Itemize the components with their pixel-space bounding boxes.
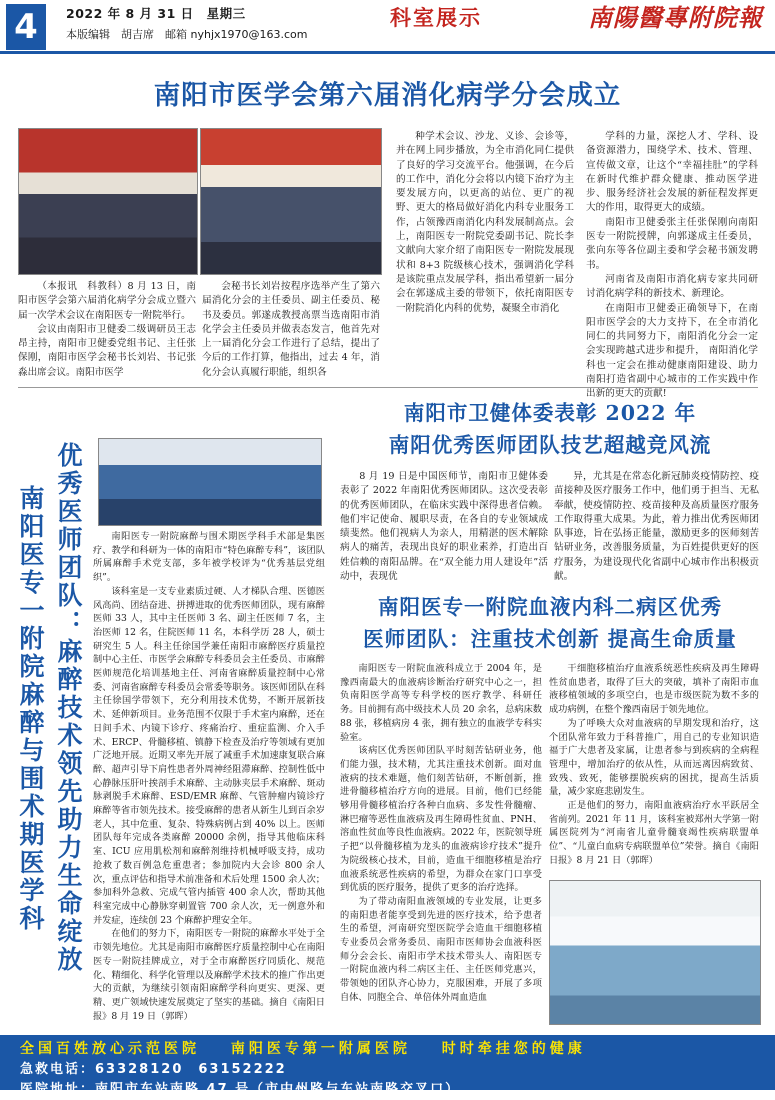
paragraph: 该病区优秀医师团队平时刻苦钻研业务，他们能力强，技术精，尤其注重技术创新。面对血液病的技术难题，他们刻苦钻研，不断创新，推进骨髓移植治疗方向的进展。目前，他们已经能够用骨髓移植治疗各种白血病、多发性骨髓瘤、淋巴瘤等恶性血液病及再生障碍性贫血、PNH、溶血性贫血等良性血液病。2022 年，医院领导班子把“以骨髓移植为龙头的血液病诊疗技术”提升为院级核心技术，目前，造血干细胞移植是治疗血液系统恶性疾病的希望，为群众在家门口享受到优质的医疗服务，提供了更多的治疗选择。 [340, 745, 542, 894]
paragraph: 会议由南阳市卫健委二级调研员王志昂主持，南阳市卫健委党组书记、主任张保刚，南阳市医学会秘书长刘岩、书记张淼出席会议。南阳市医学 [18, 323, 196, 378]
anesthesia-team-photo [98, 438, 322, 526]
paragraph: 南阳市卫健委张主任张保刚向南阳医专一附院授牌，向郭遂成主任委员，张向东等各位副主委和学会秘书颁发聘书。 [586, 216, 758, 271]
slogan-part: 全国百姓放心示范医院 [20, 1041, 200, 1057]
paragraph: 为了呼唤大众对血液病的早期发现和治疗，这个团队常年致力于科普推广，用自己的专业知识造福于广大患者及家属，让患者参与到疾病的全病程管理中，增加治疗的依从性，从而远离因病致贫、致残、致死，能够摆脱疾病的困扰，提高生活质量，减少家庭悲剧发生。 [549, 717, 759, 798]
article2-body [93, 530, 325, 1030]
section-title: 科室展示 [390, 6, 482, 30]
footer-contact [20, 1060, 775, 1100]
paragraph: 该科室是一支专业素质过硬、人才梯队合理、医德医风高尚、团结奋进、拼搏进取的优秀医师团队，现有麻醉医师 33 人，其中主任医师 3 名、副主任医师 7 名，主治医师 12 名，住院医师 11 名，本科学历 28 人，硕士研究生 5 人。科主任徐国学兼任南阳市麻醉医疗质量控制中心主任、市医学会麻醉专科委员会主任委员、市麻醉医师规范化培训基地主任、河南省麻醉质量控制中心常委、河南省麻醉专科委员会常委等职务。该医师团队在科主任徐国学带领下，充分利用技术优势，不断开展新技术、延伸新项目。业务范围不仅限于手术室内麻醉，还在日间手术、内镜下诊疗、疼痛治疗、重症监测、介入手术、ERCP、骨髓移植、镇静下检查及治疗等领域有更加广泛地开展。近期又率先开展了减重手术加速康复联合麻醉、超声引导下肩性患者外周神经阻滞麻醉、控制性低中心静脉压肝叶挨剖手术麻醉、主动脉夹层手术麻醉、斑动脉剥脱手术麻醉、ESD/EMR 麻醉、气管肿瘤内镜诊疗麻醉等省市领先技术。接受麻醉的患者从新生儿到百余岁老人，其中危重、复杂、特殊病例占到 40% 以上。医师团队每年完成各类麻醉 20000 余例，指导其他临床科室、ICU 应用肌松剂和麻醉剂维持机械呼吸支持，成功抢救了数百例急危重患者；参加院内大会诊 800 余人次，重点评估和指导术前准备和术后处理 1500 余人次；参加科外急救、完成气管内插管 400 余人次，帮助其他科室完成中心静脉穿刺置管 700 余人次，无一例意外和并发症，连续创 23 个麻醉护理安全年。 [93, 585, 325, 926]
footer-slogan [20, 1039, 608, 1059]
paragraph: 在南阳市卫健委正确领导下，在南阳市医学会的大力支持下，在全市消化同仁的共同努力下，南阳消化分会一定会实现跨越式进步和提升， 南阳消化学科也一定会在推动健康南阳建设、助力南阳打造省副中心城市的工作实践中作出新的更大的贡献! [586, 302, 758, 400]
article3-col2 [554, 470, 759, 588]
paragraph: 干细胞移植治疗血液系统恶性疾病及再生障碍性贫血患者，取得了巨大的突破，填补了南阳市血液移植领域的多项空白，也是市级医院为数不多的成功病例，在整个豫西南居于领先地位。 [549, 663, 759, 716]
hematology-team-photo [549, 880, 761, 1025]
article4-title-line2: 医师团队：注重技术创新 提高生命质量 [363, 627, 737, 651]
paragraph: 学科的力量，深挖人才、学科、设备资源潜力，围绕学术、技术、管理、宣传做文章，让这个“幸福挂肚”的学科在新时代维护群众健康、推动医学进步、服务经济社会发展的新征程发挥更大的作用，取得更大的成绩。 [586, 131, 758, 214]
paragraph: 异，尤其是在常态化新冠肺炎疫情防控、疫苗接种及医疗服务工作中，他们勇于担当、无私奉献，使疫情防控、疫苗接种及高质量医疗服务工作取得重大成果。为此，着力推出优秀医师团队事迹，旨在弘扬正能量，激励更多的医师刻苦钻研业务，改善服务质量，为百姓提供更好的医疗服务，为建设现代化省副中心城市作出积极贡献。 [554, 471, 759, 583]
article1-title: 南阳市医学会第六届消化病学分会成立 [153, 80, 622, 111]
article1-col2 [202, 280, 380, 380]
meeting-photo-2 [200, 128, 382, 275]
article3-title-line2: 南阳优秀医师团队技艺超越竞风流 [388, 433, 712, 457]
paragraph: 种学术会议、沙龙、义诊、会诊等，并在网上同步播放，为全市消化同仁提供了良好的学习交流平台。他强调，在今后的工作中，消化分会将以内镜下治疗为主要发展方向，以更高的站位、更广的视野、更大的格局做好消化内科专业服务工作，占领豫西南消化内科发展制高点。会上，南阳医专一附院党委副书记、院长李文献向大家介绍了南阳医专一附院发展现状和 8+3 院级核心技术，强调消化学科是该院重点发展学科，指出希望新一届分会在郭遂成主委的带领下，依托南阳医专一附院消化内科的优势，凝聚全市消化 [396, 131, 574, 314]
article4-title-line1: 南阳医专一附院血液内科二病区优秀 [378, 595, 722, 619]
article1-col4 [586, 130, 758, 400]
meeting-photo-1 [18, 128, 198, 275]
paragraph: 在他们的努力下，南阳医专一附院的麻醉水平处于全市领先地位。尤其是南阳市麻醉医疗质量控制中心在南阳医专一附院挂牌成立，对于全市麻醉医疗同质化、规范化、精细化、科学化管理以及麻醉学术技术的推广作出更大的贡献，为继续引领南阳麻醉学科向更实、更深、更精、更广领域快速发展奠定了坚实的基础。摘自《南阳日报》8 月 19 日（郭晖） [93, 928, 325, 1022]
slogan-part: 时时牵挂您的健康 [441, 1041, 586, 1057]
paragraph: 会秘书长刘岩按程序选举产生了第六届消化分会的主任委员、副主任委员、秘书及委员。郭遂成教授高票当选南阳市消化学会主任委员并做表态发言，他首先对上一届消化分会工作进行了总结，提出了今后的工作打算，他指出，过去 4 年，消化分会认真履行职能，组织各 [202, 281, 380, 378]
header-rule [0, 51, 775, 54]
hospital-name: 南阳医专第一附属医院 [230, 1041, 411, 1057]
article2-vertical-title-2: 南阳医专一附院麻醉与围术期医学科 [16, 485, 45, 933]
article3-col1 [340, 470, 548, 588]
paragraph: 为了带动南阳血液领域的专业发展，让更多的南阳患者能享受到先进的医疗技术，给予患者生的希望，河南研究型医院学会造血干细胞移植专业委员会常务委员、南阳市医师协会血液科医师分会会长、南阳市学术技术带头人、南阳医专一附院血液内科二病区主任、主任医师党惠兴，带领她的团队齐心协力，克服困难，开展了多项自体、同胞全合、单倍体外周血造血 [340, 895, 542, 1003]
paragraph: 8 月 19 日是中国医师节，南阳市卫健体委表彰了 2022 年南阳优秀医师团队。这次受表彰的优秀医师团队，在临床实践中深得患者信赖。他们牢记使命、履职尽责，在各自的专业领域成绩斐然。他们视病人为亲人，用精湛的医术解除病人的痛苦，表现出良好的职业素养，打造出百姓信赖的南阳品牌。在“双全能力用人建设年”活动中，表现优 [340, 471, 548, 583]
paragraph: （本报讯 科教科）8 月 13 日，南阳市医学会第六届消化病学分会成立暨六届一次学术会议在南阳医专一附院举行。 [18, 281, 196, 321]
paragraph: 南阳医专一附院血液科成立于 2004 年，是豫西南最大的血液病诊断治疗研究中心之一，担负南阳医学高等专科学校的医疗教学、科研任务。目前拥有高中级技术人员 20 余名，总病床数 88 张，移植病房 4 张，拥有独立的血液学专科实验室。 [340, 663, 542, 743]
page-number: 4 [6, 4, 46, 50]
paragraph: 南阳医专一附院麻醉与围术期医学科手术部是集医疗、教学和科研为一体的南阳市“特色麻醉专科”，该团队所属麻醉手术党支部，多年被学校评为“优秀基层党组织”。 [93, 531, 325, 584]
article4-col1 [340, 662, 542, 1030]
date-line: 2022 年 8 月 31 日 星期三 [66, 6, 246, 21]
article1-col3 [396, 130, 574, 380]
article4-col2 [549, 662, 759, 874]
paragraph: 河南省及南阳市消化病专家共同研讨消化病学科的新技术、新理论。 [586, 273, 758, 300]
emergency-phone: 急救电话：63328120 63152222 [20, 1062, 287, 1077]
editor-line: 本版编辑 胡吉席 邮箱 nyhjx1970@163.com [66, 28, 308, 41]
article2-vertical-title-1: 优秀医师团队：麻醉技术领先助力生命绽放 [54, 442, 83, 974]
article1-col1 [18, 280, 196, 380]
hospital-address: 医院地址：南阳市车站南路 47 号（市中州路与车站南路交叉口） [20, 1082, 461, 1097]
paragraph: 正是他们的努力，南阳血液病治疗水平跃居全省前列。2021 年 11 月，该科室被郑州大学第一附属医院列为“河南省儿童骨髓衰竭性疾病联盟单位”、“儿童白血病专病联盟单位”荣誉。摘自《南阳日报》8 月 21 日（郭晖） [549, 800, 759, 866]
divider [18, 387, 758, 388]
masthead: 南陽醫專附院報 [588, 3, 763, 32]
article3-title-line1: 南阳市卫健体委表彰 2022 年 [403, 401, 697, 425]
